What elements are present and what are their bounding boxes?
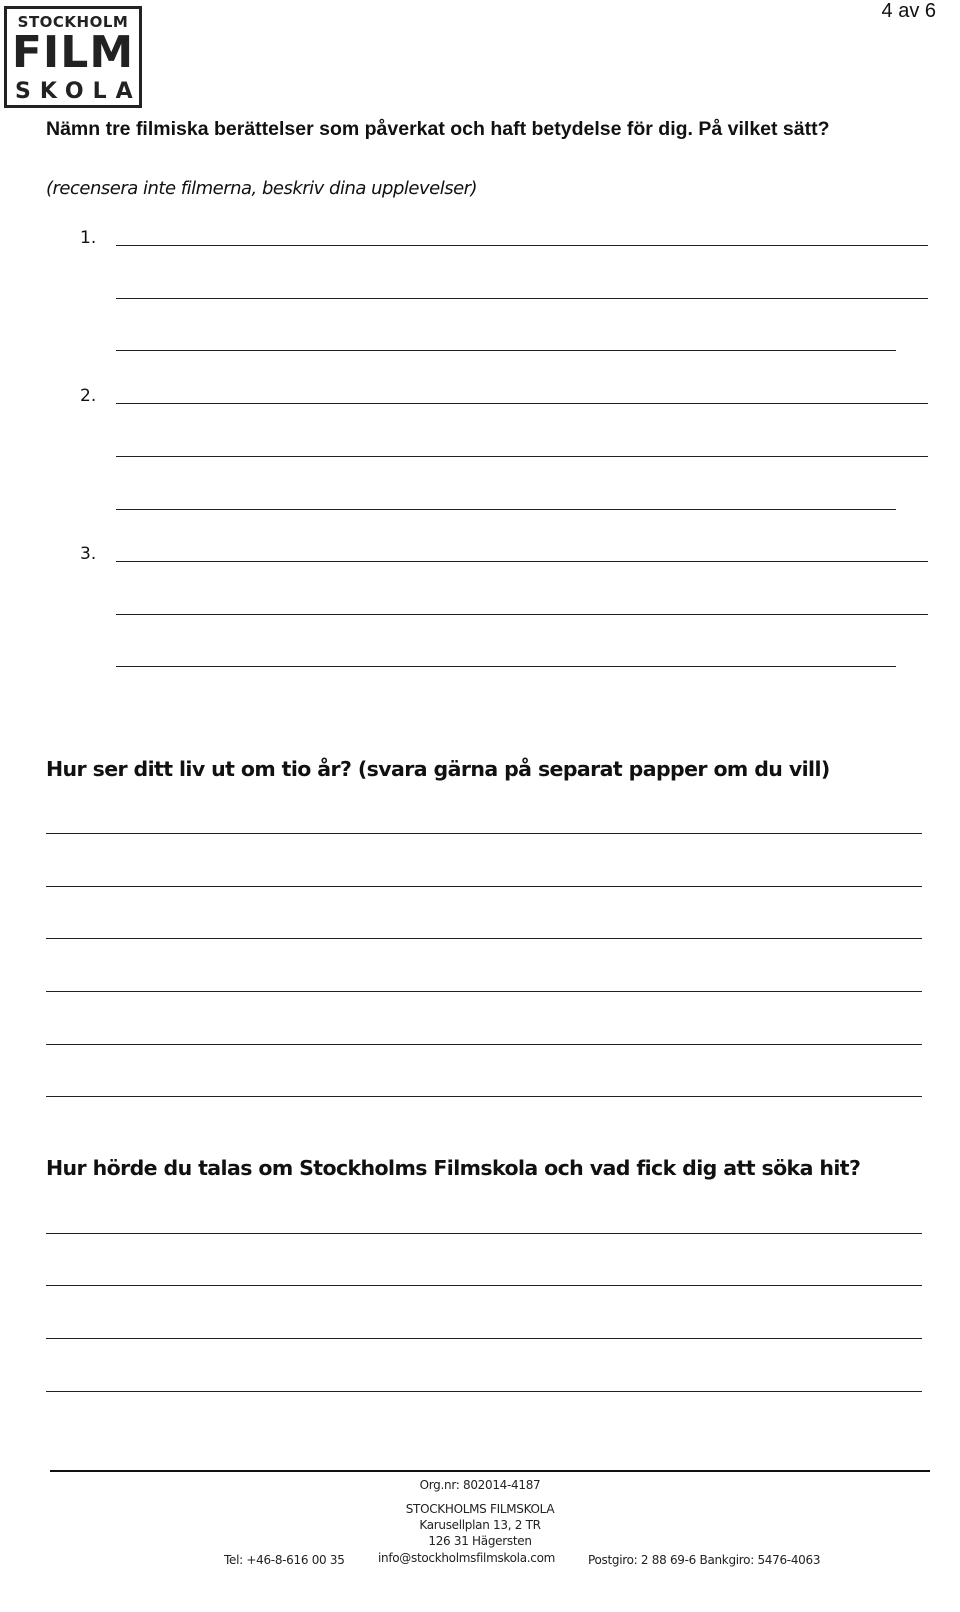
footer-street: Karusellplan 13, 2 TR	[419, 1518, 541, 1532]
footer-phone: Tel: +46-8-616 00 35	[224, 1553, 345, 1567]
item-number-3: 3.	[80, 544, 97, 564]
school-logo	[4, 6, 142, 108]
answer-line[interactable]	[46, 1391, 922, 1392]
answer-line[interactable]	[46, 1285, 922, 1286]
answer-line[interactable]	[116, 403, 928, 404]
footer-divider	[50, 1470, 930, 1472]
footer-org-nr: Org.nr: 802014-4187	[419, 1478, 541, 1492]
logo-line-1: STOCKHOLM	[17, 13, 129, 31]
footer-giro: Postgiro: 2 88 69-6 Bankgiro: 5476-4063	[588, 1553, 821, 1567]
item-number-2: 2.	[80, 386, 97, 406]
item-number-1: 1.	[80, 228, 97, 248]
answer-line[interactable]	[116, 614, 928, 615]
answer-line[interactable]	[46, 1338, 922, 1339]
answer-line[interactable]	[116, 350, 896, 351]
answer-line[interactable]	[46, 991, 922, 992]
answer-line[interactable]	[116, 298, 928, 299]
page-number: 4 av 6	[881, 0, 936, 22]
footer-city: 126 31 Hägersten	[428, 1534, 532, 1548]
answer-line[interactable]	[116, 509, 896, 510]
question-1-text: Nämn tre filmiska berättelser som påverkat och haft betydelse för dig. På vilket sätt?	[46, 118, 830, 140]
logo-line-3: SKOLA	[15, 79, 142, 104]
question-3-text: Hur hörde du talas om Stockholms Filmskola och vad fick dig att söka hit?	[46, 1156, 861, 1180]
answer-line[interactable]	[116, 561, 928, 562]
answer-line[interactable]	[46, 1096, 922, 1097]
logo-line-2: FILM	[11, 27, 135, 78]
footer-email[interactable]: info@stockholmsfilmskola.com	[378, 1551, 556, 1565]
footer-school-name: STOCKHOLMS FILMSKOLA	[405, 1502, 555, 1516]
answer-line[interactable]	[116, 666, 896, 667]
answer-line[interactable]	[46, 938, 922, 939]
answer-line[interactable]	[116, 456, 928, 457]
answer-line[interactable]	[46, 833, 922, 834]
answer-line[interactable]	[46, 1233, 922, 1234]
question-2-text: Hur ser ditt liv ut om tio år? (svara gärna på separat papper om du vill)	[46, 757, 830, 781]
question-1-note: (recensera inte filmerna, beskriv dina upplevelser)	[46, 178, 478, 199]
answer-line[interactable]	[116, 245, 928, 246]
answer-line[interactable]	[46, 1044, 922, 1045]
answer-line[interactable]	[46, 886, 922, 887]
